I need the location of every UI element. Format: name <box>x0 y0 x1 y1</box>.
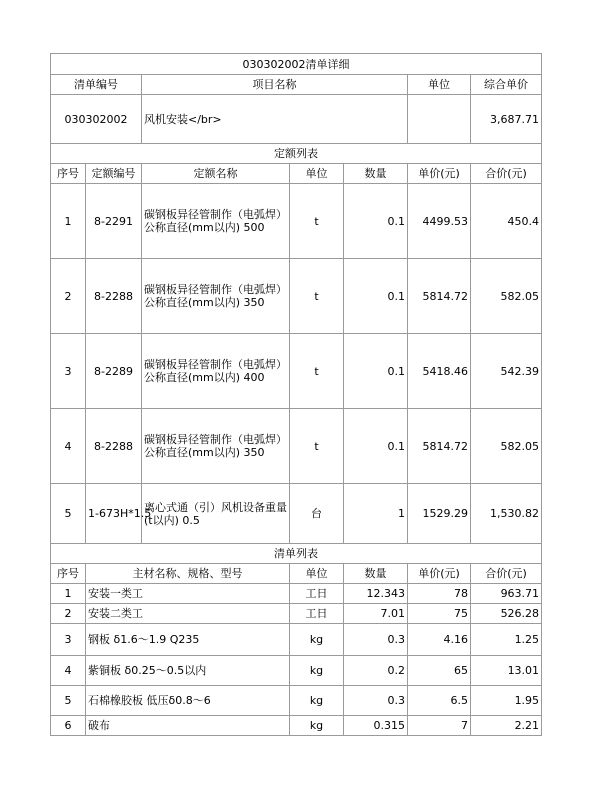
materials-header-unit: 单位 <box>290 564 344 584</box>
quota-qty: 0.1 <box>344 334 408 409</box>
bill-summary-table <box>50 53 542 144</box>
material-price: 7 <box>408 716 471 736</box>
material-name: 紫铜板 δ0.25～0.5以内 <box>86 656 290 686</box>
materials-header-price: 单价(元) <box>408 564 471 584</box>
materials-header-qty: 数量 <box>344 564 408 584</box>
material-unit: kg <box>290 656 344 686</box>
materials-header-total: 合价(元) <box>471 564 542 584</box>
quota-name: 碳钢板异径管制作（电弧焊）公称直径(mm以内) 350 <box>142 409 290 484</box>
material-name: 安装一类工 <box>86 584 290 604</box>
quota-header-price: 单价(元) <box>408 164 471 184</box>
table-row <box>51 624 542 656</box>
quota-header-unit: 单位 <box>290 164 344 184</box>
material-price: 4.16 <box>408 624 471 656</box>
quota-price: 1529.29 <box>408 484 471 544</box>
materials-title: 清单列表 <box>51 544 542 564</box>
material-seq: 2 <box>51 604 86 624</box>
quota-code: 8-2291 <box>86 184 142 259</box>
quota-total: 582.05 <box>471 409 542 484</box>
material-seq: 3 <box>51 624 86 656</box>
quota-total: 542.39 <box>471 334 542 409</box>
quota-code: 8-2289 <box>86 334 142 409</box>
table-row <box>51 584 542 604</box>
material-total: 13.01 <box>471 656 542 686</box>
quota-code: 8-2288 <box>86 259 142 334</box>
material-qty: 0.3 <box>344 686 408 716</box>
table-row <box>51 716 542 736</box>
quota-total: 582.05 <box>471 259 542 334</box>
bill-header-code: 清单编号 <box>51 75 142 95</box>
material-price: 65 <box>408 656 471 686</box>
quota-header-code: 定额编号 <box>86 164 142 184</box>
material-price: 6.5 <box>408 686 471 716</box>
material-total: 1.25 <box>471 624 542 656</box>
quota-seq: 2 <box>51 259 86 334</box>
material-seq: 1 <box>51 584 86 604</box>
material-name: 破布 <box>86 716 290 736</box>
quota-price: 5814.72 <box>408 409 471 484</box>
material-seq: 6 <box>51 716 86 736</box>
table-row <box>51 604 542 624</box>
quota-unit: t <box>290 409 344 484</box>
material-total: 526.28 <box>471 604 542 624</box>
material-price: 78 <box>408 584 471 604</box>
material-seq: 4 <box>51 656 86 686</box>
material-qty: 7.01 <box>344 604 408 624</box>
materials-table <box>50 543 542 736</box>
material-name: 石棉橡胶板 低压δ0.8～6 <box>86 686 290 716</box>
quota-price: 5814.72 <box>408 259 471 334</box>
material-unit: 工日 <box>290 604 344 624</box>
bill-title: 030302002清单详细 <box>51 54 542 75</box>
quota-qty: 0.1 <box>344 409 408 484</box>
quota-title: 定额列表 <box>51 144 542 164</box>
quota-qty: 1 <box>344 484 408 544</box>
material-qty: 0.3 <box>344 624 408 656</box>
quota-total: 1,530.82 <box>471 484 542 544</box>
bill-header-unit-price: 综合单价 <box>471 75 542 95</box>
material-qty: 0.2 <box>344 656 408 686</box>
material-name: 钢板 δ1.6～1.9 Q235 <box>86 624 290 656</box>
material-seq: 5 <box>51 686 86 716</box>
quota-code: 8-2288 <box>86 409 142 484</box>
table-row <box>51 184 542 259</box>
quota-code: 1-673H*1.5 <box>86 484 142 544</box>
quota-name: 离心式通（引）风机设备重量(t以内) 0.5 <box>142 484 290 544</box>
quota-qty: 0.1 <box>344 259 408 334</box>
quota-header-seq: 序号 <box>51 164 86 184</box>
quota-unit: 台 <box>290 484 344 544</box>
bill-unit-price: 3,687.71 <box>471 95 542 144</box>
bill-unit <box>408 95 471 144</box>
material-name: 安装二类工 <box>86 604 290 624</box>
quota-price: 4499.53 <box>408 184 471 259</box>
material-unit: kg <box>290 716 344 736</box>
bill-code: 030302002 <box>51 95 142 144</box>
quota-unit: t <box>290 184 344 259</box>
quota-price: 5418.46 <box>408 334 471 409</box>
material-unit: 工日 <box>290 584 344 604</box>
materials-header-name: 主材名称、规格、型号 <box>86 564 290 584</box>
quota-unit: t <box>290 259 344 334</box>
table-row <box>51 686 542 716</box>
material-total: 2.21 <box>471 716 542 736</box>
material-unit: kg <box>290 624 344 656</box>
table-row <box>51 656 542 686</box>
table-row <box>51 484 542 544</box>
table-row <box>51 259 542 334</box>
bill-header-unit: 单位 <box>408 75 471 95</box>
material-unit: kg <box>290 686 344 716</box>
quota-unit: t <box>290 334 344 409</box>
bill-header-name: 项目名称 <box>142 75 408 95</box>
quota-total: 450.4 <box>471 184 542 259</box>
quota-header-name: 定额名称 <box>142 164 290 184</box>
quota-header-total: 合价(元) <box>471 164 542 184</box>
quota-seq: 4 <box>51 409 86 484</box>
material-price: 75 <box>408 604 471 624</box>
material-qty: 0.315 <box>344 716 408 736</box>
quota-seq: 5 <box>51 484 86 544</box>
material-total: 963.71 <box>471 584 542 604</box>
table-row <box>51 334 542 409</box>
material-total: 1.95 <box>471 686 542 716</box>
quota-name: 碳钢板异径管制作（电弧焊）公称直径(mm以内) 500 <box>142 184 290 259</box>
table-row <box>51 409 542 484</box>
quota-header-qty: 数量 <box>344 164 408 184</box>
quota-seq: 1 <box>51 184 86 259</box>
quota-name: 碳钢板异径管制作（电弧焊）公称直径(mm以内) 350 <box>142 259 290 334</box>
quota-table <box>50 143 542 544</box>
materials-header-seq: 序号 <box>51 564 86 584</box>
quota-seq: 3 <box>51 334 86 409</box>
quota-qty: 0.1 <box>344 184 408 259</box>
quota-name: 碳钢板异径管制作（电弧焊）公称直径(mm以内) 400 <box>142 334 290 409</box>
material-qty: 12.343 <box>344 584 408 604</box>
bill-item-name: 风机安装</br> <box>142 95 408 144</box>
